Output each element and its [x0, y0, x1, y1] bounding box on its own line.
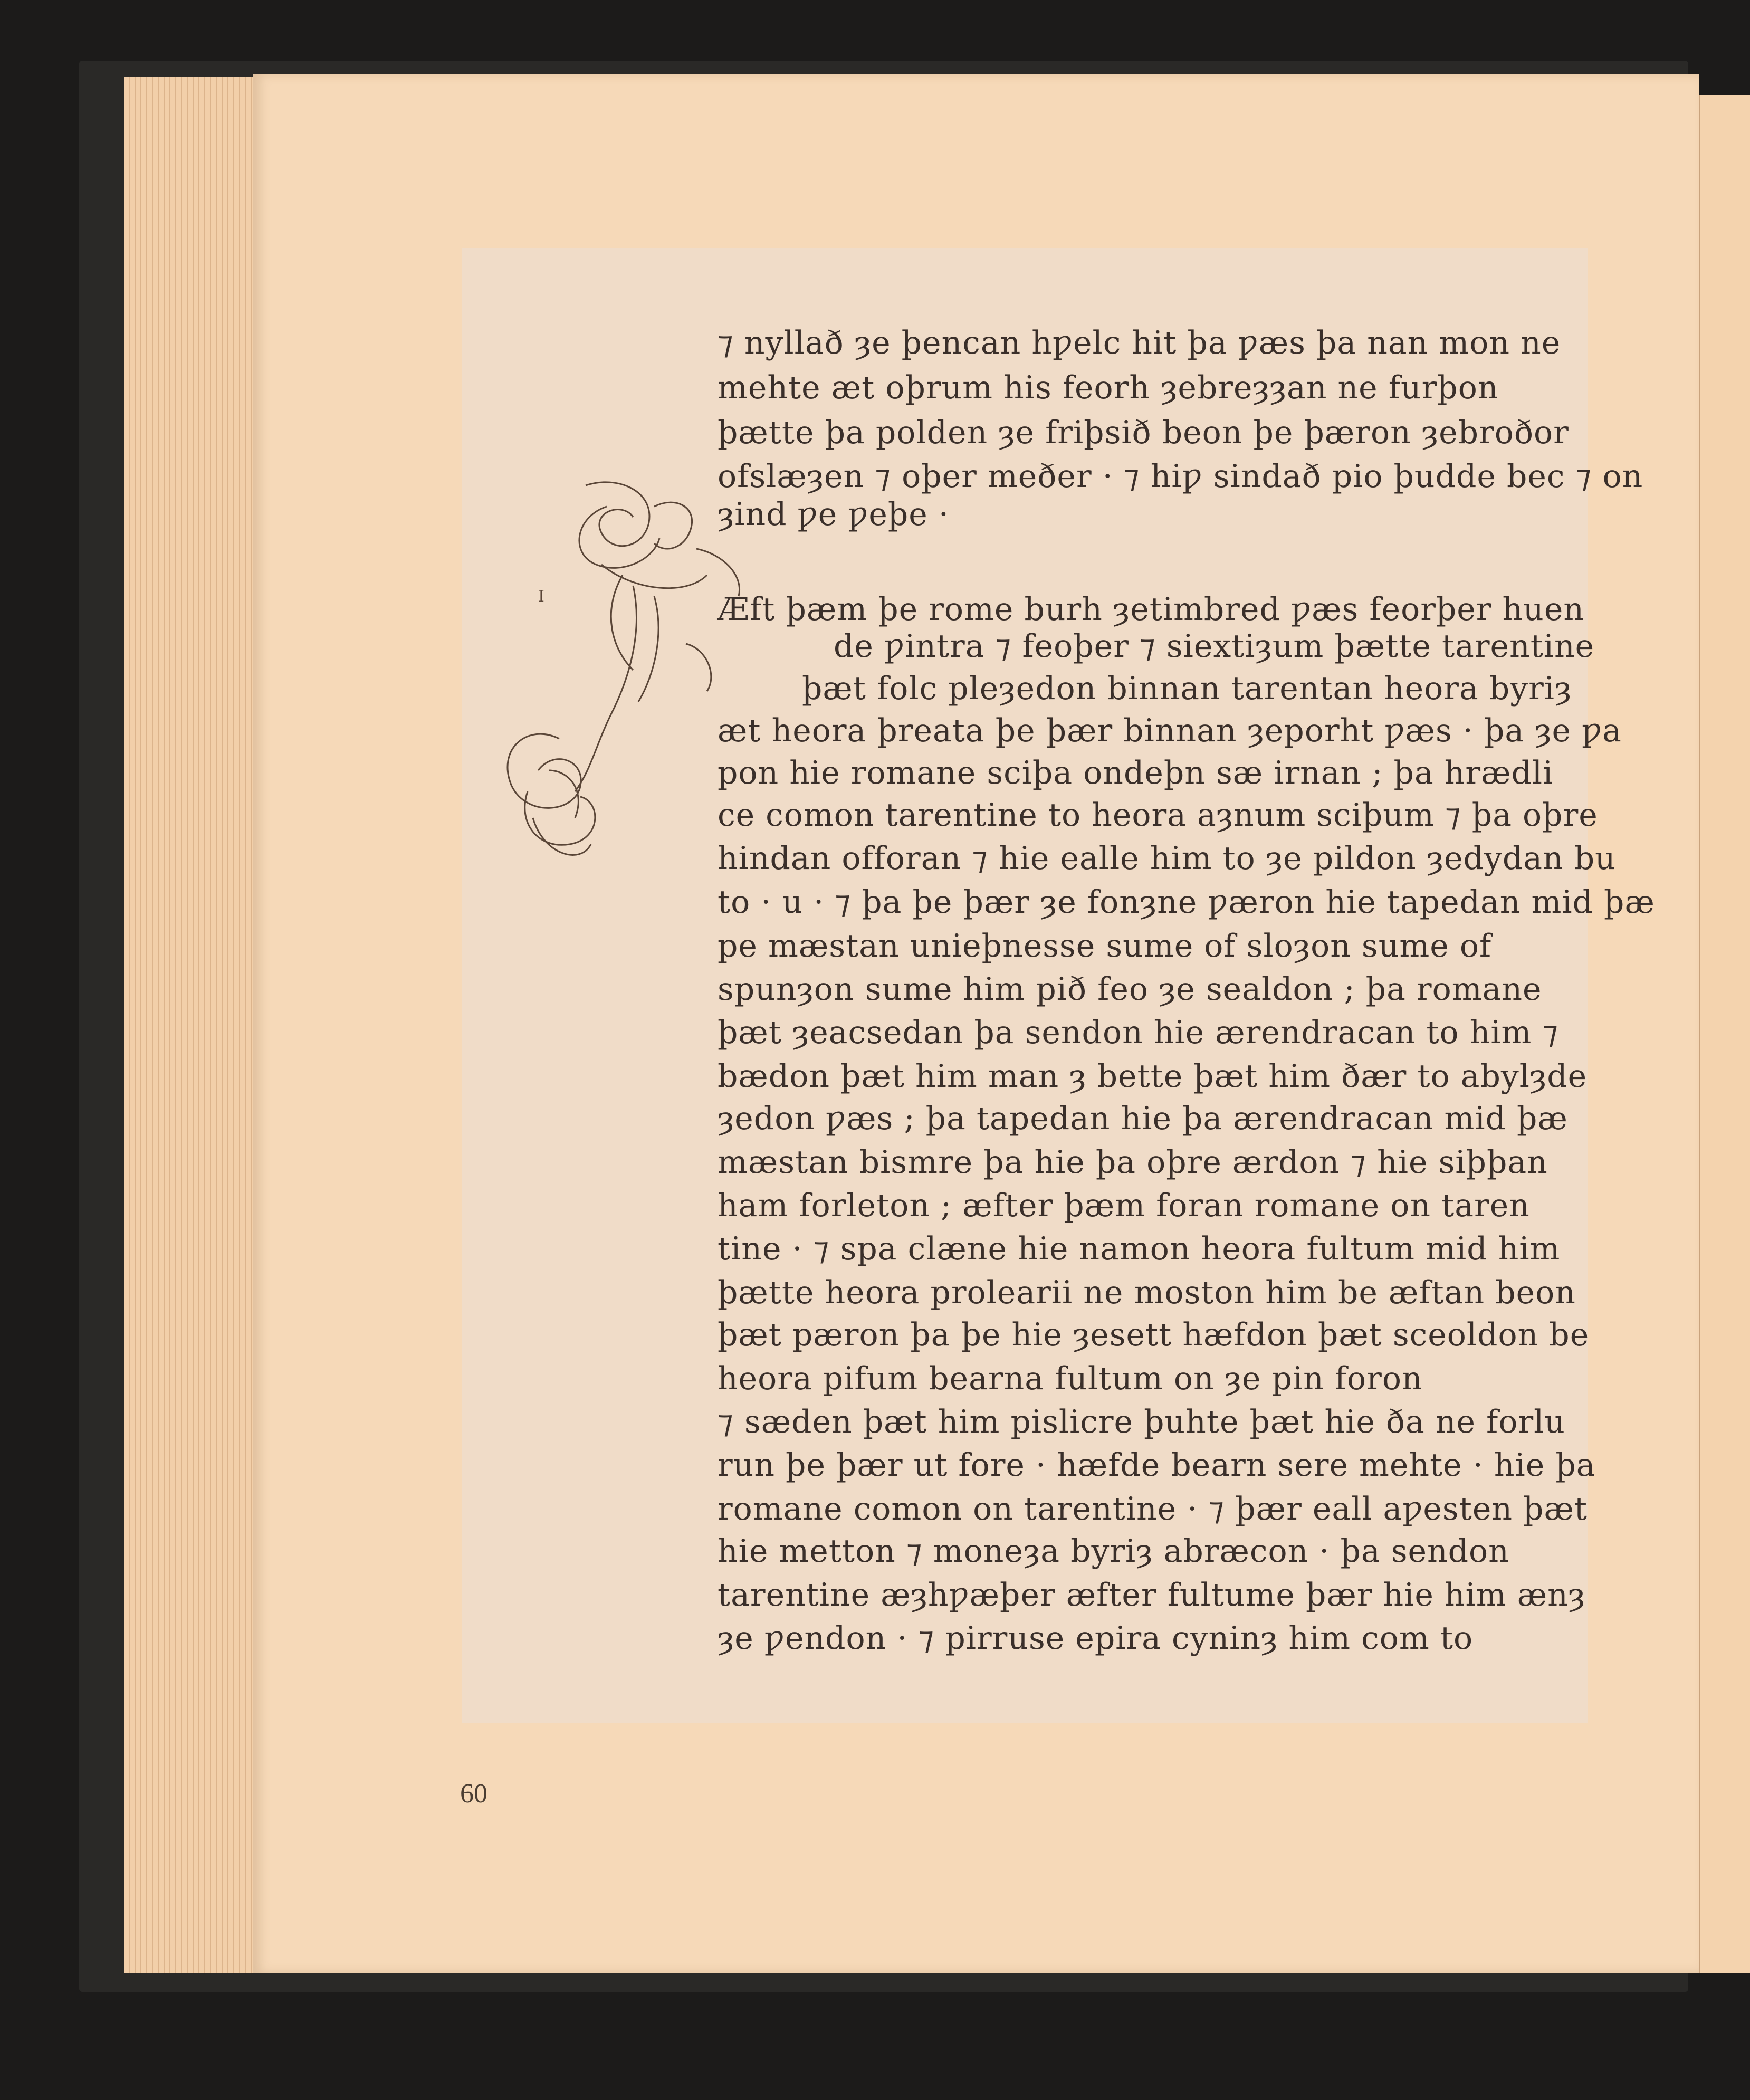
manuscript-line: ȝind ƿe ƿeþe ·: [718, 496, 949, 533]
manuscript-line: tarentine æȝhƿæþer æfter fultume þær hie him ænȝ: [718, 1577, 1586, 1614]
manuscript-line: þætte heora prolearii ne moston him be æftan beon: [718, 1274, 1576, 1311]
page-number: 60: [460, 1779, 487, 1809]
manuscript-line: ȝe ƿendon · ⁊ pirruse epira cyninȝ him com to: [718, 1620, 1474, 1657]
manuscript-line: þætte þa polden ȝe friþsið beon þe þæron ȝebroðor: [718, 414, 1569, 451]
manuscript-line: heora pifum bearna fultum on ȝe pin foron: [718, 1360, 1423, 1397]
manuscript-line: hie metton ⁊ moneȝa byriȝ abræcon · þa sendon: [718, 1533, 1509, 1570]
manuscript-line: ofslæȝen ⁊ oþer meðer · ⁊ hiƿ sindað pio þudde bec ⁊ on: [718, 458, 1643, 495]
manuscript-line: æt heora þreata þe þær binnan ȝeporht ƿæs · þa ȝe ƿa: [718, 712, 1622, 749]
manuscript-line: þæt ȝeacsedan þa sendon hie ærendracan to him ⁊: [718, 1014, 1559, 1051]
manuscript-line: ham forleton ; æfter þæm foran romane on taren: [718, 1187, 1530, 1224]
manuscript-line: ce comon tarentine to heora aȝnum sciþum ⁊ þa oþre: [718, 797, 1598, 834]
manuscript-line: spunȝon sume him pið feo ȝe sealdon ; þa romane: [718, 971, 1542, 1008]
manuscript-line: þæt folc pleȝedon binnan tarentan heora byriȝ: [802, 670, 1572, 707]
manuscript-line: mehte æt oþrum his feorh ȝebreȝȝan ne furþon: [718, 369, 1499, 406]
manuscript-line: hindan offoran ⁊ hie ealle him to ȝe pildon ȝedydan bu: [718, 840, 1616, 877]
manuscript-line: romane comon on tarentine · ⁊ þær eall aƿesten þæt: [718, 1491, 1588, 1528]
manuscript-line: de ƿintra ⁊ feoþer ⁊ siextiȝum þætte tarentine: [834, 628, 1595, 665]
manuscript-line: tine · ⁊ spa clæne hie namon heora fultum mid him: [718, 1230, 1561, 1267]
facing-page-edge: [1699, 95, 1750, 1973]
manuscript-line: þæt pæron þa þe hie ȝesett hæfdon þæt sceoldon be: [718, 1316, 1590, 1353]
manuscript-line: mæstan bismre þa hie þa oþre ærdon ⁊ hie siþþan: [718, 1144, 1548, 1181]
manuscript-line: ⁊ sæden þæt him pislicre þuhte þæt hie ða ne forlu: [718, 1404, 1565, 1440]
margin-mark: I: [538, 587, 544, 606]
manuscript-line: Æft þæm þe rome burh ȝetimbred ƿæs feorþer huen: [718, 591, 1584, 628]
manuscript-line: bædon þæt him man ȝ bette þæt him ðær to abylȝde: [718, 1058, 1588, 1095]
manuscript-line: pon hie romane sciþa ondeþn sæ irnan ; þa hrædli: [718, 755, 1554, 791]
manuscript-line: to · u · ⁊ þa þe þær ȝe fonȝne ƿæron hie tapedan mid þæ: [718, 884, 1655, 921]
manuscript-line: ⁊ nyllað ȝe þencan hƿelc hit þa ƿæs þa nan mon ne: [718, 324, 1561, 361]
manuscript-line: run þe þær ut fore · hæfde bearn sere mehte · hie þa: [718, 1447, 1596, 1484]
manuscript-line: pe mæstan unieþnesse sume of sloȝon sume of: [718, 928, 1492, 965]
manuscript-line: ȝedon ƿæs ; þa tapedan hie þa ærendracan mid þæ: [718, 1100, 1568, 1137]
